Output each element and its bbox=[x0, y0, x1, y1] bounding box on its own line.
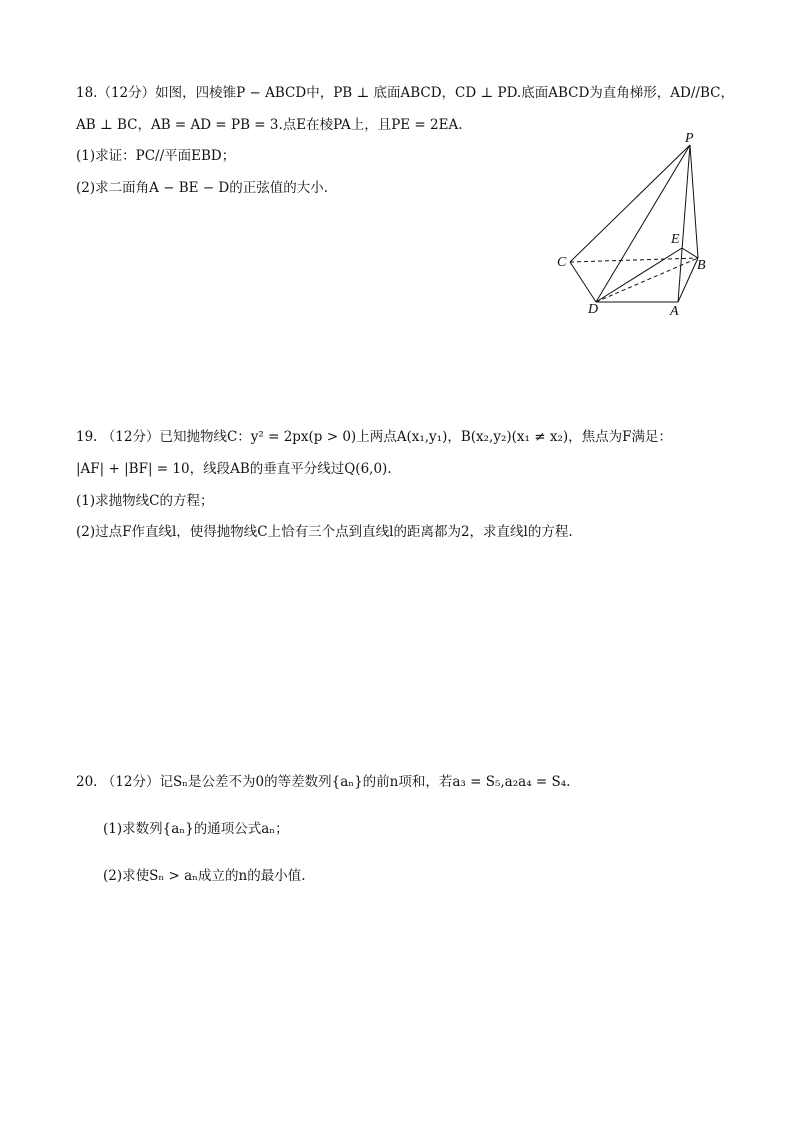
edge-cd bbox=[570, 262, 596, 302]
pyramid-figure bbox=[548, 130, 728, 325]
q20-part1: (1)求数列{aₙ}的通项公式aₙ； bbox=[103, 821, 289, 837]
q18-part1: (1)求证：PC//平面EBD； bbox=[76, 148, 236, 164]
edge-eb bbox=[682, 248, 698, 258]
q20-stem: 20. （12分）记Sₙ是公差不为0的等差数列{aₙ}的前n项和，若a₃ = S₅,a₂a₄ = S₄. bbox=[76, 774, 571, 790]
edge-cb-hidden bbox=[570, 258, 698, 262]
edge-pb bbox=[690, 145, 698, 258]
q19-part2: (2)过点F作直线l，使得抛物线C上恰有三个点到直线l的距离都为2，求直线l的方程. bbox=[76, 524, 573, 540]
label-d: D bbox=[588, 302, 599, 317]
label-p: P bbox=[685, 131, 694, 146]
edge-de bbox=[596, 248, 682, 302]
q18-stem-line1: 18.（12分）如图，四棱锥P − ABCD中，PB ⊥ 底面ABCD，CD ⊥ PD.底面ABCD为直角梯形，AD//BC， bbox=[76, 85, 734, 101]
q18-stem-line2: AB ⊥ BC，AB = AD = PB = 3.点E在棱PA上，且PE = 2EA. bbox=[76, 117, 463, 133]
q20-part2: (2)求使Sₙ > aₙ成立的n的最小值. bbox=[103, 868, 306, 884]
label-e: E bbox=[671, 232, 680, 247]
label-a: A bbox=[670, 304, 679, 319]
edge-db-hidden bbox=[596, 258, 698, 302]
q19-stem-line2: |AF| + |BF| = 10，线段AB的垂直平分线过Q(6,0). bbox=[76, 461, 392, 477]
q19-part1: (1)求抛物线C的方程； bbox=[76, 493, 214, 509]
label-b: B bbox=[697, 258, 706, 273]
label-c: C bbox=[557, 255, 567, 270]
q19-stem-line1: 19. （12分）已知抛物线C：y² = 2px(p > 0)上两点A(x₁,y₁)，B(x₂,y₂)(x₁ ≠ x₂)，焦点为F满足： bbox=[76, 429, 672, 445]
q18-part2: (2)求二面角A − BE − D的正弦值的大小. bbox=[76, 180, 329, 196]
